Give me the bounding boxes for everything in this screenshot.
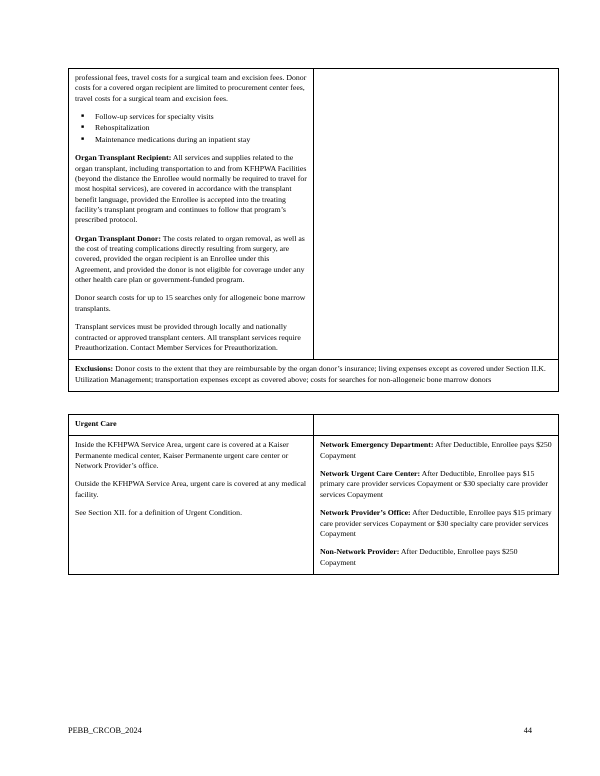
page-content (68, 68, 552, 575)
urgent-care-outside-service-area: Outside the KFHPWA Service Area, urgent care is covered at any medical facility. (75, 479, 307, 499)
network-urgent-care-center-paragraph (320, 469, 552, 500)
organ-transplant-recipient-text: All services and supplies related to the organ transplant, including transportation to and from KFHPWA Facilities (beyond the distance the Enrollee would normally be required to travel for most hospital services), are covered in accordance with the transplant benefit language, provided the Enrollee is accepted into the treating facility’s transplant program and continues to follow that program’s prescribed protocol. (75, 153, 307, 225)
transplant-preauthorization-paragraph: Transplant services must be provided through locally and nationally contracted or approved transplant centers. All transplant services require Preauthorization. Contact Member Services for Preauthorization. (75, 322, 301, 352)
urgent-care-definition-reference: See Section XII. for a definition of Urgent Condition. (75, 508, 243, 518)
list-item: ■ Rehospitalization (75, 123, 307, 133)
transplant-bullet-list (75, 112, 307, 145)
donor-search-paragraph: Donor search costs for up to 15 searches only for allogeneic bone marrow transplants. (75, 293, 306, 313)
transplant-intro-text: professional fees, travel costs for a surgical team and excision fees. Donor costs for a covered organ recipient are limited to procurement center fees, travel costs for a surgical team and excision fees. (75, 73, 307, 103)
urgent-care-header: Urgent Care (69, 414, 314, 435)
transplant-cost-share-cell (314, 69, 559, 360)
transplant-benefits-table (68, 68, 559, 392)
table-row (69, 69, 559, 360)
table-row (69, 360, 559, 392)
transplant-coverage-cell (69, 69, 314, 360)
urgent-care-coverage-cell (69, 436, 314, 575)
transplant-exclusions-cell (69, 360, 559, 392)
page-footer (68, 726, 532, 735)
exclusions-label: Exclusions: (75, 364, 114, 374)
organ-transplant-donor-paragraph (75, 234, 307, 286)
network-urgent-care-center-text: After Deductible, Enrollee pays $15 primary care provider services Copayment or $30 specialty care provider services Copayment (320, 469, 548, 499)
network-emergency-department-label: Network Emergency Department: (320, 440, 434, 450)
footer-document-id: PEBB_CRCOB_2024 (68, 726, 142, 735)
urgent-care-inside-service-area: Inside the KFHPWA Service Area, urgent care is covered at a Kaiser Permanente medical center, Kaiser Permanente urgent care center or Network Provider’s office. (75, 440, 289, 471)
organ-transplant-recipient-paragraph (75, 153, 307, 226)
network-urgent-care-center-label: Network Urgent Care Center: (320, 469, 421, 479)
exclusions-text: Donor costs to the extent that they are reimbursable by the organ donor’s insurance; living expenses except as covered under Section II.K. Utilization Management; transportation expenses except as covered above; costs for searches for non-allogeneic bone marrow donors (75, 364, 546, 384)
non-network-provider-label: Non-Network Provider: (320, 547, 400, 557)
urgent-care-table (68, 414, 559, 575)
organ-transplant-donor-text: The costs related to organ removal, as well as the cost of treating complications directly resulting from surgery, are covered, provided the organ recipient is an Enrollee under this Agreement, and provided the donor is not eligible for coverage under any other health care plan or government-funded program. (75, 233, 305, 285)
network-emergency-department-paragraph (320, 440, 552, 461)
non-network-provider-paragraph (320, 547, 552, 568)
list-item: ■ Maintenance medications during an inpatient stay (75, 135, 307, 145)
table-header-row (69, 414, 559, 435)
list-item: ■ Follow-up services for specialty visits (75, 112, 307, 122)
network-provider-office-label: Network Provider’s Office: (320, 508, 411, 518)
organ-transplant-recipient-label: Organ Transplant Recipient: (75, 153, 172, 163)
table-spacer (68, 392, 532, 414)
urgent-care-header-right (314, 414, 559, 435)
urgent-care-cost-share-cell (314, 436, 559, 575)
organ-transplant-donor-label: Organ Transplant Donor: (75, 233, 161, 243)
network-provider-office-text: After Deductible, Enrollee pays $15 primary care provider services Copayment or $30 specialty care provider services Copayment (320, 508, 552, 538)
network-provider-office-paragraph (320, 508, 552, 539)
non-network-provider-text: After Deductible, Enrollee pays $250 Copayment (320, 547, 518, 567)
table-row (69, 436, 559, 575)
network-emergency-department-text: After Deductible, Enrollee pays $250 Copayment (320, 440, 552, 460)
footer-page-number: 44 (523, 726, 532, 735)
